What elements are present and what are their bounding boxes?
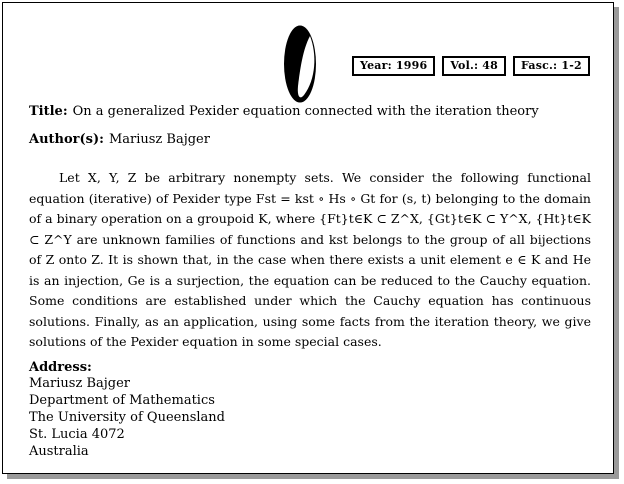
address-block [29, 375, 225, 460]
address-line: The University of Queensland [29, 410, 225, 425]
address-line: Australia [29, 444, 89, 459]
author-row [29, 131, 210, 149]
publication-info [352, 56, 590, 76]
address-line: Department of Mathematics [29, 393, 215, 408]
abstract-page [2, 2, 614, 474]
journal-logo-icon [283, 24, 317, 104]
address-line: Mariusz Bajger [29, 376, 131, 391]
address-line: St. Lucia 4072 [29, 427, 125, 442]
year-badge: Year: 1996 [352, 56, 435, 76]
fascicle-badge: Fasc.: 1-2 [513, 56, 590, 76]
title-label: Title: [29, 104, 68, 119]
volume-badge: Vol.: 48 [442, 56, 506, 76]
author-label: Author(s): [29, 132, 104, 147]
paper-title-row [29, 103, 539, 121]
author-name: Mariusz Bajger [108, 132, 210, 147]
abstract-text: Let X, Y, Z be arbitrary nonempty sets. We consider the following functional equation (iterative) of Pexider type Fst = kst ∘ Hs ∘ Gt for (s, t) belonging to the domain of a binary operation on a groupoid K, where {Ft}t∈K ⊂ Z^X, {Gt}t∈K ⊂ Y^X, {Ht}t∈K ⊂ Z^Y are unknown families of functions and kst belongs to the group of all bijections of Z onto Z. It is shown that, in the case when there exists a unit element e ∈ K and He is an injection, Ge is a surjection, the equation can be reduced to the Cauchy equation. Some conditions are established under which the Cauchy equation has continuous solutions. Finally, as an application, using some facts from the iteration theory, we give solutions of the Pexider equation in some special cases. [29, 170, 591, 349]
paper-title: On a generalized Pexider equation connected with the iteration theory [72, 104, 539, 119]
address-label: Address: [29, 360, 92, 375]
